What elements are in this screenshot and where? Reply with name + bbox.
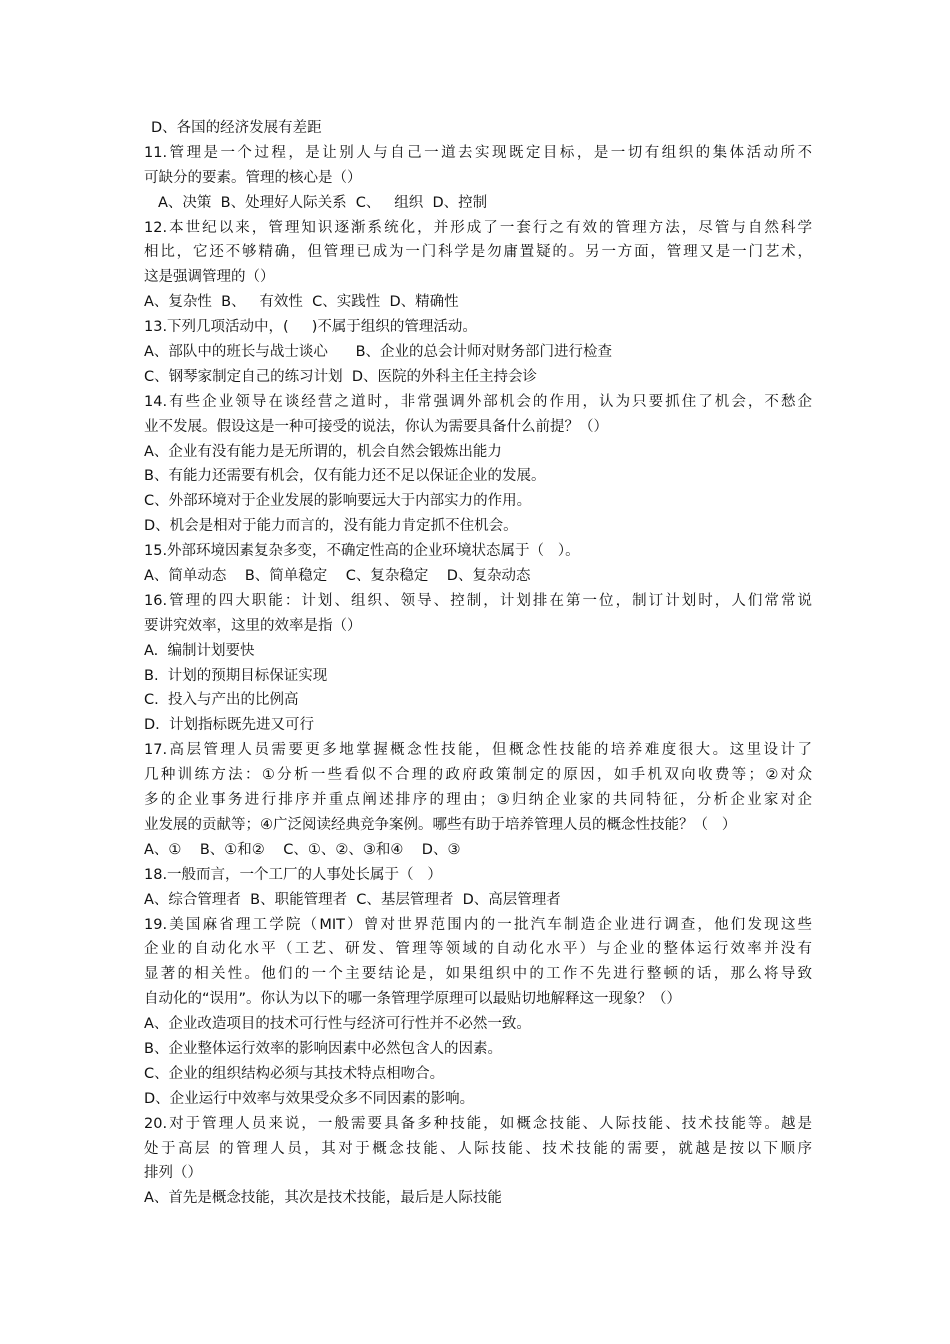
question-11-cont: 可缺分的要素。管理的核心是（） — [144, 169, 362, 186]
option-a-q16: A. 编制计划要快 — [144, 642, 255, 659]
question-12: 12.本世纪以来，管理知识逐渐系统化，并形成了一套行之有效的管理方法，尽管与自然科学 — [144, 219, 812, 236]
options-q13-cd: C、钢琴家制定自己的练习计划 D、医院的外科主任主持会诊 — [144, 368, 538, 385]
question-12-cont-1: 相比，它还不够精确，但管理已成为一门科学是勿庸置疑的。另一方面，管理又是一门艺术， — [144, 244, 812, 261]
options-q15: A、简单动态 B、简单稳定 C、复杂稳定 D、复杂动态 — [144, 568, 531, 585]
question-20: 20.对于管理人员来说，一般需要具备多种技能，如概念技能、人际技能、技术技能等。越是 — [144, 1115, 812, 1132]
question-15: 15.外部环境因素复杂多变，不确定性高的企业环境状态属于（ ）。 — [144, 543, 580, 560]
option-d-q19: D、企业运行中效率与效果受众多不同因素的影响。 — [144, 1090, 475, 1107]
option-b-q19: B、企业整体运行效率的影响因素中必然包含人的因素。 — [144, 1040, 502, 1057]
options-q11: A、决策 B、处理好人际关系 C、 组织 D、控制 — [158, 194, 488, 211]
options-q17: A、① B、①和② C、①、②、③和④ D、③ — [144, 841, 461, 858]
question-13: 13.下列几项活动中，( )不属于组织的管理活动。 — [144, 319, 477, 336]
question-14: 14.有些企业领导在谈经营之道时，非常强调外部机会的作用，认为只要抓住了机会，不愁企 — [144, 393, 812, 410]
question-19-cont-3: 自动化的“误用”。你认为以下的哪一条管理学原理可以最贴切地解释这一现象？（） — [144, 991, 682, 1008]
options-q18: A、综合管理者 B、职能管理者 C、基层管理者 D、高层管理者 — [144, 891, 561, 908]
question-14-cont: 业不发展。假设这是一种可接受的说法，你认为需要具备什么前提？（） — [144, 418, 608, 435]
question-17-cont-3: 业发展的贡献等；④广泛阅读经典竞争案例。哪些有助于培养管理人员的概念性技能？（ ） — [144, 816, 737, 833]
question-17-cont-1: 几种训练方法：①分析一些看似不合理的政府政策制定的原因，如手机双向收费等；②对众 — [144, 767, 812, 784]
options-q12: A、复杂性 B、 有效性 C、实践性 D、精确性 — [144, 294, 459, 311]
option-c-q19: C、企业的组织结构必须与其技术特点相吻合。 — [144, 1065, 445, 1082]
question-11: 11.管理是一个过程，是让别人与自己一道去实现既定目标，是一切有组织的集体活动所不 — [144, 144, 812, 161]
option-d-q14: D、机会是相对于能力而言的，没有能力肯定抓不住机会。 — [144, 518, 518, 535]
question-19-cont-1: 企业的自动化水平（工艺、研发、管理等领域的自动化水平）与企业的整体运行效率并没有 — [144, 941, 812, 958]
option-d-q16: D. 计划指标既先进又可行 — [144, 717, 314, 734]
question-12-cont-2: 这是强调管理的（） — [144, 269, 275, 286]
option-c-q14: C、外部环境对于企业发展的影响要远大于内部实力的作用。 — [144, 493, 532, 510]
question-19-cont-2: 显著的相关性。他们的一个主要结论是，如果组织中的工作不先进行整顿的话，那么将导致 — [144, 966, 812, 983]
document-body — [144, 116, 812, 1211]
option-b-q16: B. 计划的预期目标保证实现 — [144, 667, 328, 684]
option-d-q10: D、各国的经济发展有差距 — [151, 120, 322, 136]
question-17-cont-2: 多的企业事务进行排序并重点阐述排序的理由；③归纳企业家的共同特征，分析企业家对企 — [144, 792, 812, 809]
question-20-cont-2: 排列（） — [144, 1165, 202, 1182]
option-b-q14: B、有能力还需要有机会，仅有能力还不足以保证企业的发展。 — [144, 468, 546, 485]
question-19: 19.美国麻省理工学院（MIT）曾对世界范围内的一批汽车制造企业进行调查，他们发现这些 — [144, 916, 812, 933]
question-20-cont-1: 处于高层 的管理人员，其对于概念技能、人际技能、技术技能的需要，就越是按以下顺序 — [144, 1140, 812, 1157]
question-17: 17.高层管理人员需要更多地掌握概念性技能，但概念性技能的培养难度很大。这里设计了 — [144, 742, 812, 759]
question-16: 16.管理的四大职能：计划、组织、领导、控制，计划排在第一位，制订计划时，人们常常说 — [144, 592, 812, 609]
question-16-cont: 要讲究效率，这里的效率是指（） — [144, 617, 362, 634]
question-18: 18.一般而言，一个工厂的人事处长属于（ ） — [144, 866, 442, 883]
option-a-q14: A、企业有没有能力是无所谓的，机会自然会锻炼出能力 — [144, 443, 502, 460]
option-a-q20: A、首先是概念技能，其次是技术技能，最后是人际技能 — [144, 1190, 502, 1207]
option-a-q19: A、企业改造项目的技术可行性与经济可行性并不必然一致。 — [144, 1016, 531, 1033]
option-c-q16: C. 投入与产出的比例高 — [144, 692, 299, 709]
options-q13-ab: A、部队中的班长与战士谈心 B、企业的总会计师对财务部门进行检查 — [144, 344, 613, 361]
